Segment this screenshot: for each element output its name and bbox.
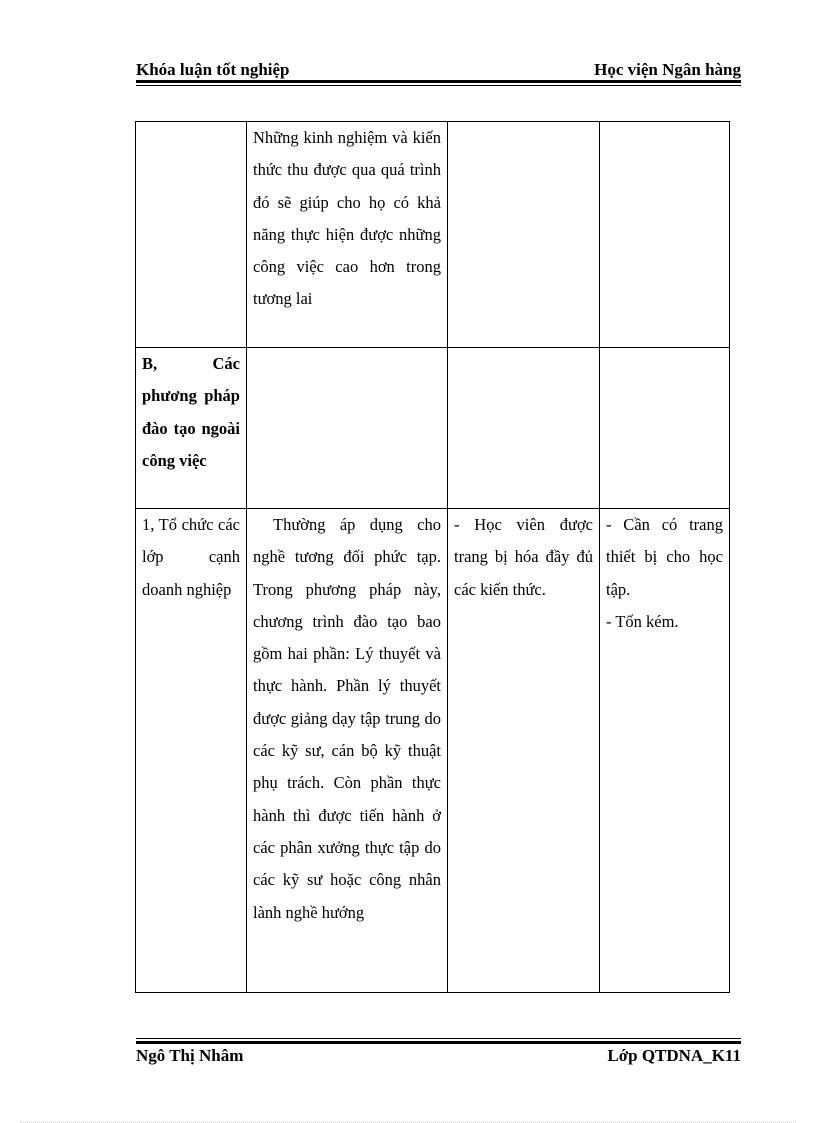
header-rule-thick: [136, 80, 741, 83]
table-cell-advantages: - Học viên được trang bị hóa đầy đủ các kiến thức.: [448, 509, 600, 993]
table-cell-section-heading: B, Các phương pháp đào tạo ngoài công việc: [136, 348, 247, 509]
table-cell-empty: [600, 348, 730, 509]
table-cell-description: Thường áp dụng cho nghề tương đối phức tạp. Trong phương pháp này, chương trình đào tạo bao gồm hai phần: Lý thuyết và thực hành. Phần lý thuyết được giảng dạy tập trung do các kỹ sư, cán bộ kỹ thuật phụ trách. Còn phần thực hành thì được tiến hành ở các phân xưởng thực tập do các kỹ sư hoặc công nhân lành nghề hướng: [247, 509, 448, 993]
table-cell-empty: [247, 348, 448, 509]
table-row: [136, 509, 730, 993]
table-cell-empty: [136, 122, 247, 348]
table-cell-disadvantages: [600, 509, 730, 993]
disadvantage-item: - Tốn kém.: [606, 611, 679, 631]
training-methods-table: [135, 121, 730, 993]
table-cell-empty: [600, 122, 730, 348]
table-cell-empty: [448, 348, 600, 509]
page-footer: [136, 1044, 741, 1068]
table-cell-description: Những kinh nghiệm và kiến thức thu được qua quá trình đó sẽ giúp cho họ có khả năng thực hiện được những công việc cao hơn trong tương lai: [247, 122, 448, 348]
page-header: [136, 56, 741, 80]
footer-rule-thin: [136, 1038, 741, 1039]
header-institution: Học viện Ngân hàng: [594, 60, 741, 79]
header-rule-thin: [136, 85, 741, 86]
footer-author: Ngô Thị Nhâm: [136, 1046, 244, 1065]
footer-class: Lớp QTDNA_K11: [607, 1046, 741, 1065]
table-cell-method-name: 1, Tổ chức các lớp cạnh doanh nghiệp: [136, 509, 247, 993]
table-cell-empty: [448, 122, 600, 348]
disadvantage-item: - Cần có trang thiết bị cho học tập.: [606, 515, 723, 599]
header-thesis-title: Khóa luận tốt nghiệp: [136, 60, 290, 79]
table-row: [136, 348, 730, 509]
table-row: [136, 122, 730, 348]
